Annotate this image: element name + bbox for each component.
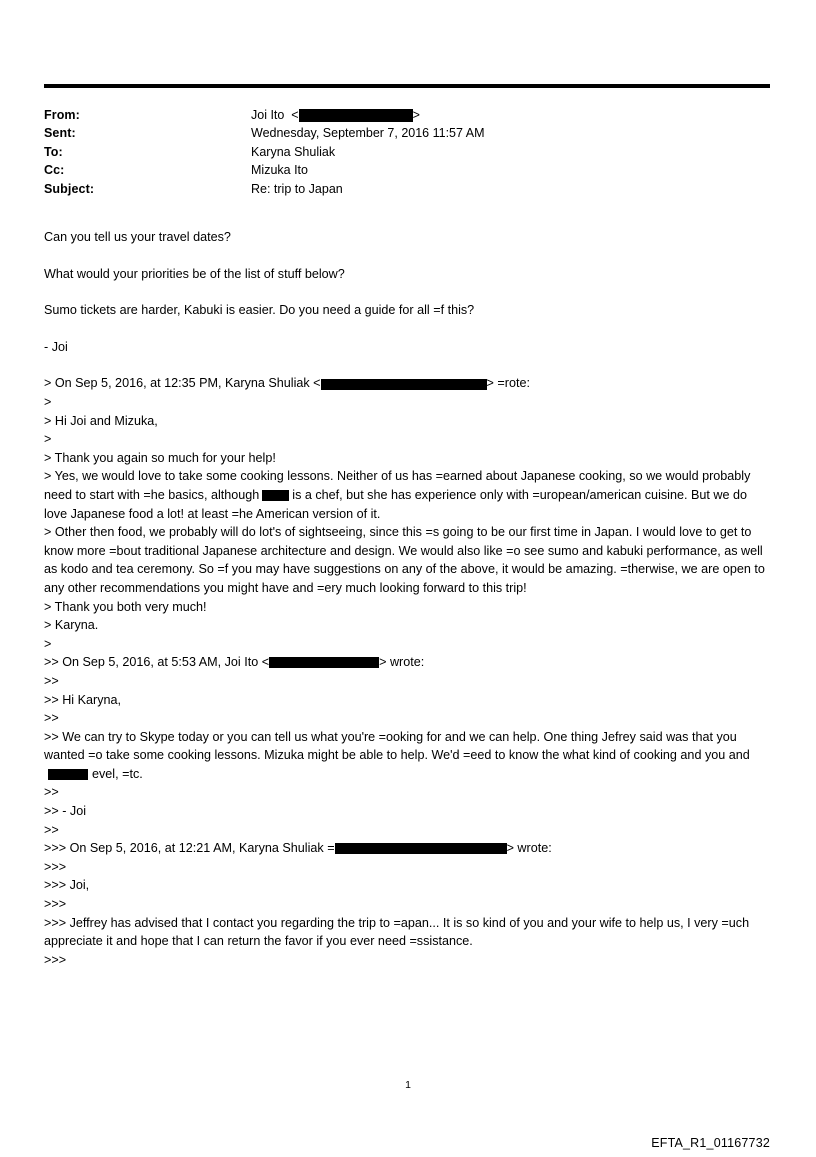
body-paragraph-3: Sumo tickets are harder, Kabuki is easier. Do you need a guide for all =f this?: [44, 303, 475, 318]
header-value-to: Karyna Shuliak: [251, 144, 336, 159]
header-row-from: [44, 106, 772, 124]
quote-line-23: >>> Jeffrey has advised that I contact you regarding the trip to =apan... It is so kind of you and your wife to help us, I very =uch appreciate it and hope that I can return the favor if you ever need =ssistance.: [44, 915, 750, 949]
email-body: [44, 228, 766, 969]
header-label-from: From:: [44, 108, 80, 122]
document-bates-number: EFTA_R1_01167732: [651, 1136, 770, 1150]
from-text: Joi Ito <: [251, 108, 299, 122]
quote-line-21: >>> Joi,: [44, 878, 90, 893]
quote-line-8: > Thank you both very much!: [44, 599, 207, 614]
quote-15-part-a: >> We can try to Skype today or you can tell us what you're =ooking for and we can help. One thing Jefrey said was that you wanted =o take some cooking lessons. Mizuka might be able to help. We'd =eed to know the what kind of cooking and you and: [44, 729, 750, 763]
quote-line-6: [44, 467, 766, 523]
body-paragraph-2: What would your priorities be of the list of stuff below?: [44, 266, 345, 281]
document-page: [0, 84, 816, 1157]
redaction-bar-quote-19: [335, 843, 507, 854]
quote-line-13: >> Hi Karyna,: [44, 692, 122, 707]
quote-1-prefix: > On Sep 5, 2016, at 12:35 PM, Karyna Shuliak <: [44, 376, 321, 391]
header-value-subject: Re: trip to Japan: [251, 181, 343, 196]
quote-line-18: >>: [44, 822, 59, 837]
quote-line-22: >>>: [44, 897, 67, 912]
header-label-to: To:: [44, 144, 63, 159]
quote-line-17: >> - Joi: [44, 804, 86, 819]
quote-1-suffix: > =rote:: [486, 376, 530, 391]
redaction-bar-quote-15: [48, 769, 88, 780]
header-rule: [44, 84, 770, 88]
quote-line-14: >>: [44, 711, 59, 726]
quote-line-5: > Thank you again so much for your help!: [44, 450, 276, 465]
quote-11-prefix: >> On Sep 5, 2016, at 5:53 AM, Joi Ito <: [44, 655, 270, 670]
redaction-bar-from: [299, 109, 413, 122]
body-paragraph-1: Can you tell us your travel dates?: [44, 230, 231, 245]
header-row-sent: [44, 124, 772, 142]
email-header: [44, 106, 772, 198]
quote-line-15: [44, 728, 766, 784]
quote-line-header-1: [44, 374, 766, 393]
quote-line-4: >: [44, 432, 52, 447]
header-label-cc: Cc:: [44, 163, 65, 178]
quote-line-16: >>: [44, 785, 59, 800]
header-value-sent: Wednesday, September 7, 2016 11:57 AM: [251, 126, 485, 141]
quote-line-9: > Karyna.: [44, 618, 99, 633]
quote-line-header-3: [44, 839, 766, 858]
quote-line-3: > Hi Joi and Mizuka,: [44, 413, 158, 428]
body-signature: - Joi: [44, 339, 68, 354]
quote-19-suffix: > wrote:: [506, 841, 552, 856]
quote-6-part-b: is a chef, but she has experience only with =uropean/american cuisine. But we do love Japanese food a lot! at least =he American version of it.: [44, 487, 747, 521]
page-number: 1: [405, 1079, 411, 1091]
redaction-bar-quote-1: [321, 379, 487, 390]
header-row-cc: [44, 161, 772, 179]
from-suffix: >: [412, 108, 420, 122]
quote-line-10: >: [44, 636, 52, 651]
header-label-sent: Sent:: [44, 126, 76, 141]
quote-line-20: >>>: [44, 859, 67, 874]
header-label-subject: Subject:: [44, 181, 95, 196]
header-row-subject: [44, 180, 772, 198]
quote-line-12: >>: [44, 673, 59, 688]
quote-line-2: >: [44, 395, 52, 409]
quote-11-suffix: > wrote:: [379, 655, 425, 670]
quote-6-part-a: > Yes, we would love to take some cooking lessons. Neither of us has =earned about Japanese cooking, so we would probably need to start with =he basics, although: [44, 469, 751, 502]
quote-line-7: > Other then food, we probably will do lot's of sightseeing, since this =s going to be our first time in Japan. I would love to get to know more =bout traditional Japanese architecture and design. We would also like =o see sumo and kabuki performance, as well as kodo and tea ceremony. So =f you may have suggestions on any of the above, it would be amazing. =therwise, we are open to any other recommendations you might have and =ery much looking forward to this trip!: [44, 525, 765, 595]
quote-15-part-b: evel, =tc.: [92, 766, 143, 781]
header-value-from: [251, 106, 772, 124]
redaction-bar-quote-11: [269, 657, 379, 668]
quote-line-24: >>>: [44, 952, 67, 967]
quote-line-header-2: [44, 653, 766, 672]
header-row-to: [44, 143, 772, 161]
header-value-cc: Mizuka Ito: [251, 163, 308, 178]
redaction-bar-quote-6: [262, 490, 289, 501]
quote-19-prefix: >>> On Sep 5, 2016, at 12:21 AM, Karyna Shuliak =: [44, 841, 335, 856]
